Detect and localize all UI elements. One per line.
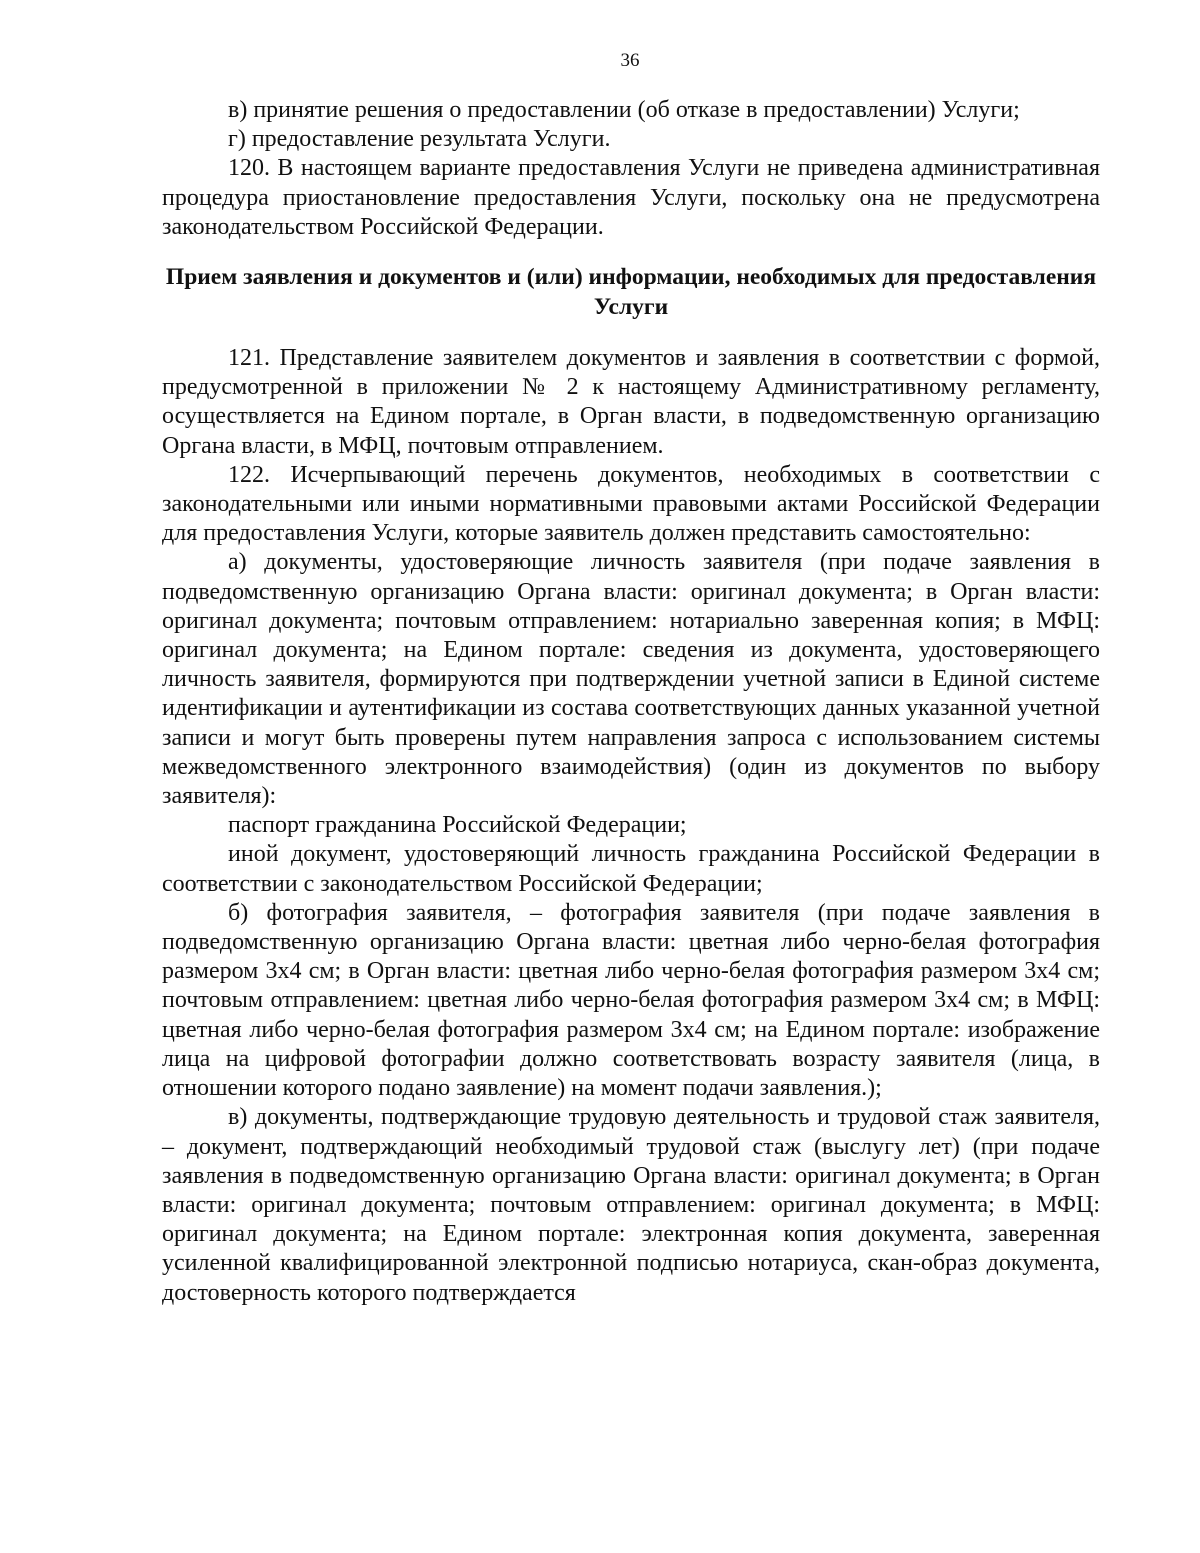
paragraph-item-v-work-documents: в) документы, подтверждающие трудовую деятельность и трудовой стаж заявителя, – документ, подтверждающий необходимый трудовой стаж (выслугу лет) (при подаче заявления в подведомственную организацию Органа власти: оригинал документа; в Орган власти: оригинал документа; почтовым отправлением: оригинал документа; в МФЦ: оригинал документа; на Едином портале: электронная копия документа, заверенная усиленной квалифицированной электронной подписью нотариуса, скан-образ документа, достоверность которого подтверждается xyxy=(162,1104,1100,1306)
page-number: 36 xyxy=(620,50,640,71)
document-body xyxy=(162,96,1100,1308)
paragraph-item-v-decision: в) принятие решения о предоставлении (об отказе в предоставлении) Услуги; xyxy=(228,97,1020,123)
paragraph-item-g-result: г) предоставление результата Услуги. xyxy=(228,126,611,153)
paragraph-item-a-identity-documents: а) документы, удостоверяющие личность заявителя (при подаче заявления в подведомственную организацию Органа власти: оригинал документа; в Орган власти: оригинал документа; почтовым отправлением: нотариально заверенная копия; в МФЦ: оригинал документа; на Едином портале: сведения из документа, удостоверяющего личность заявителя, формируются при подтверждении учетной записи в Единой системе идентификации и аутентификации из состава соответствующих данных указанной учетной записи и могут быть проверены путем направления запроса с использованием системы межведомственного электронного взаимодействия) (один из документов по выбору заявителя): xyxy=(162,549,1100,810)
paragraph-passport: паспорт гражданина Российской Федерации; xyxy=(228,812,687,839)
paragraph-other-identity-document: иной документ, удостоверяющий личность гражданина Российской Федерации в соответствии с законодательством Российской Федерации; xyxy=(162,841,1100,897)
paragraph-122: 122. Исчерпывающий перечень документов, необходимых в соответствии с законодательными или иными нормативными правовыми актами Российской Федерации для предоставления Услуги, которые заявитель должен представить самостоятельно: xyxy=(162,461,1100,547)
paragraph-120: 120. В настоящем варианте предоставления Услуги не приведена административная процедура приостановление предоставления Услуги, поскольку она не предусмотрена законодательством Российской Федерации. xyxy=(162,155,1100,240)
paragraph-item-b-photo: б) фотография заявителя, – фотография заявителя (при подаче заявления в подведомственную организацию Органа власти: цветная либо черно-белая фотография размером 3x4 см; в Орган власти: цветная либо черно-белая фотография размером 3x4 см; почтовым отправлением: цветная либо черно-белая фотография размером 3x4 см; в МФЦ: цветная либо черно-белая фотография размером 3x4 см; на Едином портале: изображение лица на цифровой фотографии должно соответствовать возрасту заявителя (лица, в отношении которого подано заявление) на момент подачи заявления.); xyxy=(162,899,1100,1102)
section-heading: Прием заявления и документов и (или) информации, необходимых для предоставления Услуги xyxy=(165,264,1097,320)
paragraph-121: 121. Представление заявителем документов и заявления в соответствии с формой, предусмотренной в приложении № 2 к настоящему Административному регламенту, осуществляется на Едином портале, в Орган власти, в подведомственную организацию Органа власти, в МФЦ, почтовым отправлением. xyxy=(162,345,1100,459)
